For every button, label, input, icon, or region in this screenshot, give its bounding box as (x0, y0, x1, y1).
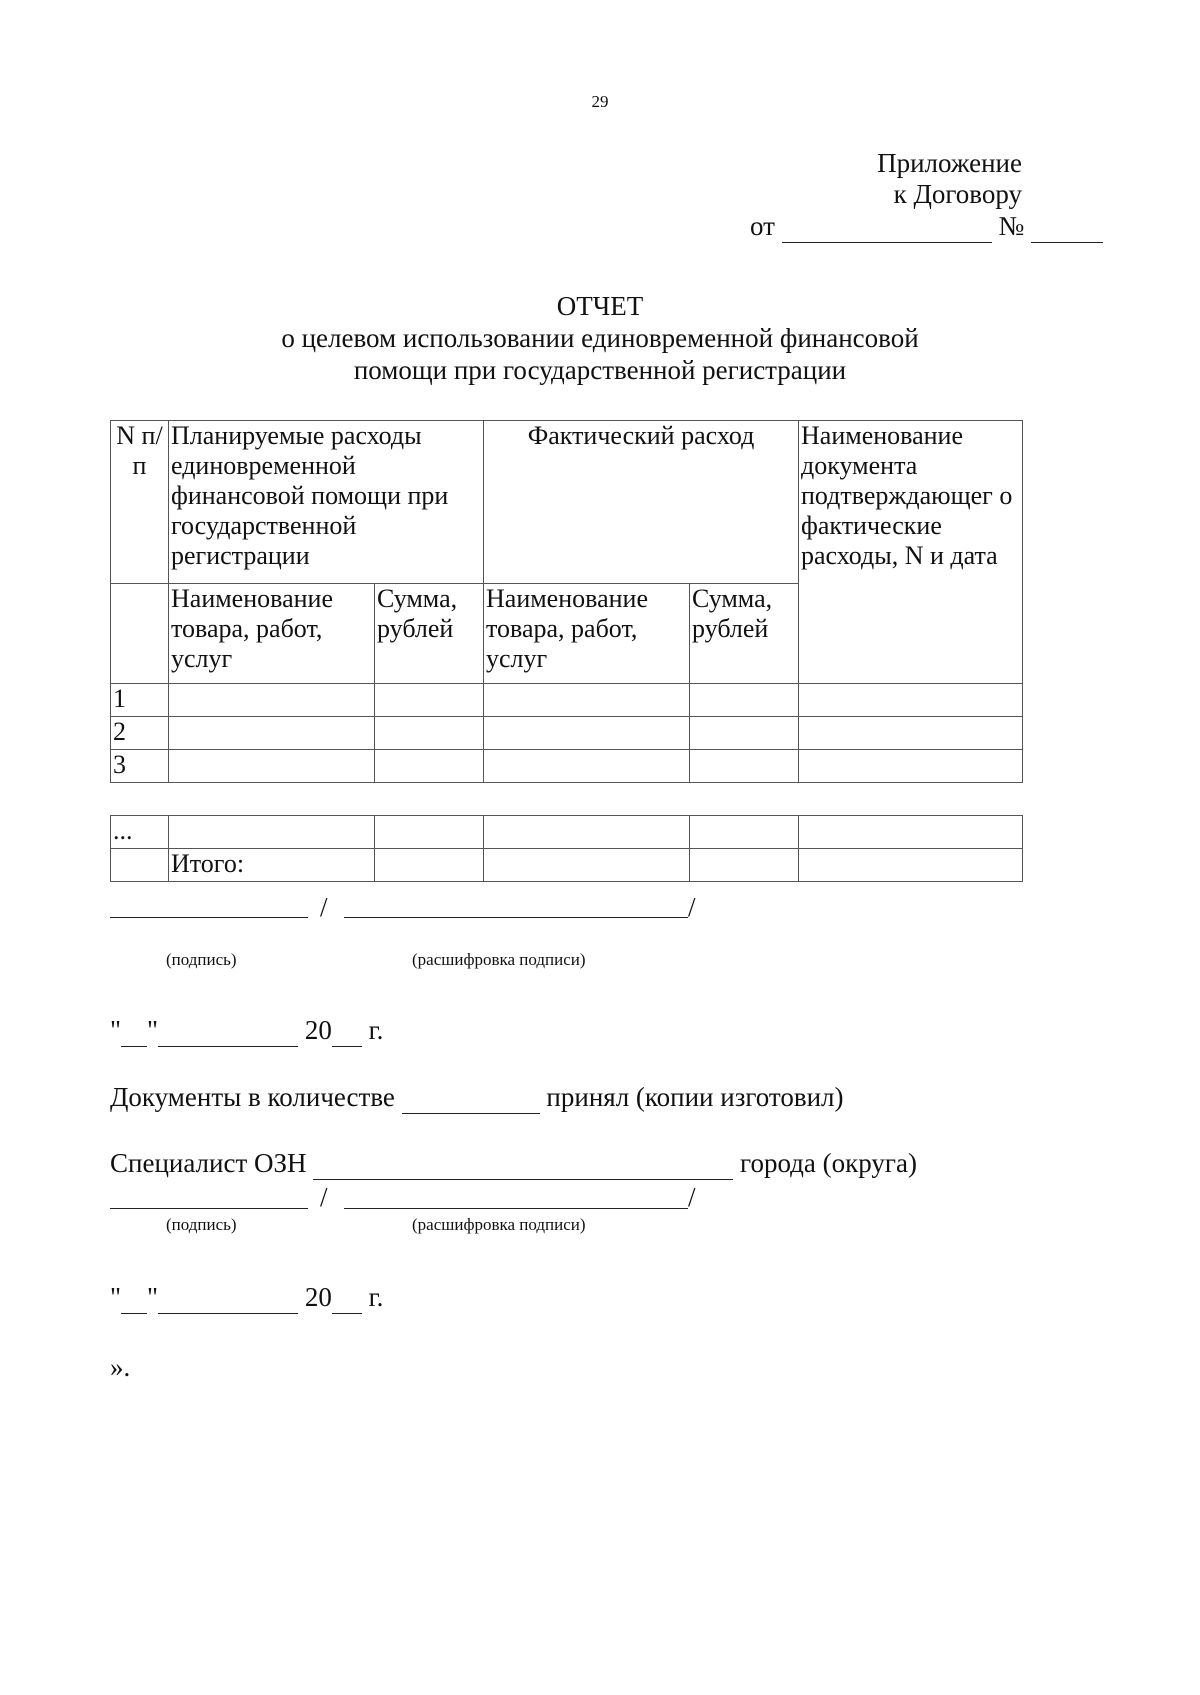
table-cell[interactable] (169, 684, 375, 717)
contract-date-blank[interactable] (782, 211, 992, 243)
date-line (110, 1015, 383, 1047)
contract-number-blank[interactable] (1031, 211, 1103, 243)
year-blank[interactable] (332, 1282, 362, 1314)
row-number: 2 (111, 717, 169, 750)
table-cell[interactable] (375, 717, 484, 750)
page-number: 29 (591, 92, 609, 111)
signature-separator: / (320, 1182, 328, 1212)
expense-table (110, 420, 1023, 783)
appendix-title: Приложение (877, 148, 1022, 178)
table-cell[interactable] (375, 816, 484, 849)
header-row (111, 421, 1023, 584)
documents-label: Документы в количестве (110, 1082, 395, 1112)
date-line (110, 1282, 383, 1314)
month-blank[interactable] (158, 1015, 298, 1047)
signature-separator-end: / (688, 892, 696, 922)
col-header-planned: Планируемые расходы единовременной финансовой помощи при государственной регистрации (169, 421, 484, 584)
expense-table-continuation (110, 815, 1023, 882)
signature-line[interactable] (110, 917, 308, 918)
table-cell[interactable] (375, 684, 484, 717)
table-cell[interactable] (799, 750, 1023, 783)
number-sign: № (998, 211, 1025, 241)
row-number: 3 (111, 750, 169, 783)
total-row (111, 849, 1023, 882)
appendix-from-label: от (750, 211, 775, 241)
documents-count-blank[interactable] (402, 1082, 540, 1114)
date-quote-open: " (110, 1015, 122, 1045)
signature-decode-line[interactable] (344, 917, 688, 918)
subheader-actual-sum: Сумма, рублей (690, 584, 799, 684)
table-cell[interactable] (375, 849, 484, 882)
table-cell[interactable] (169, 816, 375, 849)
day-blank[interactable] (121, 1015, 147, 1047)
table-cell[interactable] (169, 717, 375, 750)
table-row (111, 750, 1023, 783)
table-cell[interactable] (799, 816, 1023, 849)
table-cell[interactable] (690, 816, 799, 849)
signature-separator: / (320, 892, 328, 922)
table-cell[interactable] (799, 717, 1023, 750)
year-prefix: 20 (304, 1015, 332, 1045)
documents-accepted-label: принял (копии изготовил) (546, 1082, 844, 1112)
year-suffix: г. (368, 1282, 384, 1312)
table-cell (111, 849, 169, 882)
row-number: 1 (111, 684, 169, 717)
report-subtitle-line2: помощи при государственной регистрации (353, 355, 847, 385)
report-title: ОТЧЕТ (556, 291, 644, 321)
signature-label: (подпись) (166, 1215, 237, 1234)
signature-decode-label: (расшифровка подписи) (412, 1215, 586, 1234)
col-header-document: Наименование документа подтверждающег о фактические расходы, N и дата (799, 421, 1023, 684)
row-ellipsis: ... (111, 816, 169, 849)
subheader-empty (111, 584, 169, 684)
specialist-label: Специалист ОЗН (110, 1148, 307, 1178)
month-blank[interactable] (158, 1282, 298, 1314)
specialist-blank[interactable] (313, 1148, 733, 1180)
appendix-contract: к Договору (893, 179, 1022, 209)
table-cell[interactable] (375, 750, 484, 783)
table-cell[interactable] (799, 684, 1023, 717)
table-cell[interactable] (690, 750, 799, 783)
year-prefix: 20 (304, 1282, 332, 1312)
year-blank[interactable] (332, 1015, 362, 1047)
col-header-num: N п/п (111, 421, 169, 584)
table-cell[interactable] (799, 849, 1023, 882)
table-cell[interactable] (690, 717, 799, 750)
signature-separator-end: / (688, 1182, 696, 1212)
subheader-planned-name: Наименование товара, работ, услуг (169, 584, 375, 684)
city-label: города (округа) (740, 1148, 917, 1178)
appendix-date-line (750, 211, 1103, 243)
year-suffix: г. (368, 1015, 384, 1045)
documents-line (110, 1082, 844, 1114)
signature-label: (подпись) (166, 950, 237, 969)
signature-decode-line[interactable] (344, 1208, 688, 1209)
table-cell[interactable] (169, 750, 375, 783)
table-cell[interactable] (690, 849, 799, 882)
table-cell[interactable] (484, 684, 690, 717)
date-quote-close: " (147, 1282, 159, 1312)
closing-quote: ». (110, 1352, 131, 1382)
day-blank[interactable] (121, 1282, 147, 1314)
table-cell[interactable] (484, 717, 690, 750)
table-row (111, 717, 1023, 750)
table-cell[interactable] (484, 849, 690, 882)
table-cell[interactable] (484, 750, 690, 783)
table-row (111, 684, 1023, 717)
subheader-actual-name: Наименование товара, работ, услуг (484, 584, 690, 684)
table-cell[interactable] (484, 816, 690, 849)
report-subtitle-line1: о целевом использовании единовременной финансовой (281, 323, 919, 353)
table-cell[interactable] (690, 684, 799, 717)
total-label: Итого: (169, 849, 375, 882)
signature-decode-label: (расшифровка подписи) (412, 950, 586, 969)
col-header-actual: Фактический расход (484, 421, 799, 584)
specialist-line (110, 1148, 917, 1180)
signature-line[interactable] (110, 1208, 308, 1209)
date-quote-open: " (110, 1282, 122, 1312)
date-quote-close: " (147, 1015, 159, 1045)
subheader-planned-sum: Сумма, рублей (375, 584, 484, 684)
table-row (111, 816, 1023, 849)
